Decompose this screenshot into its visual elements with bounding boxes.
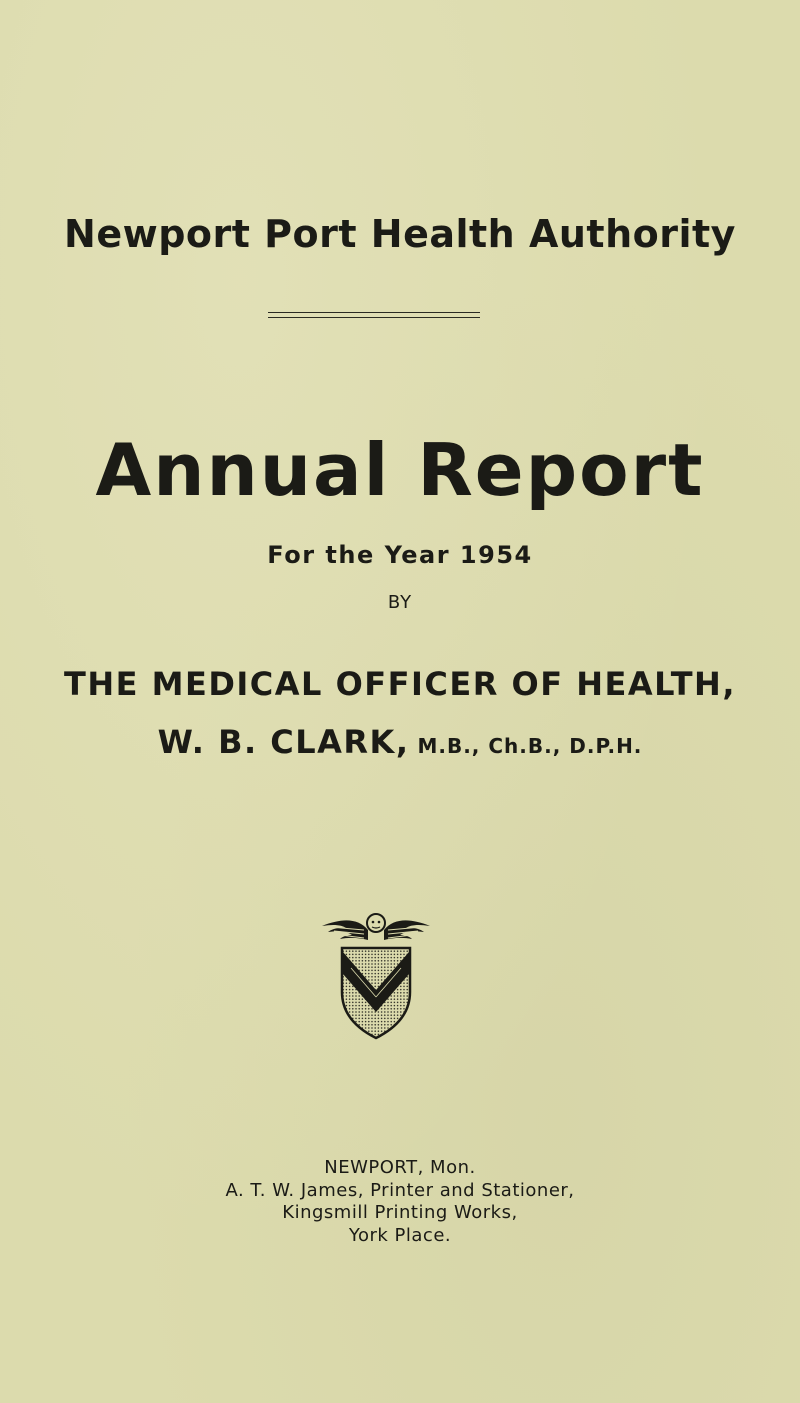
imprint-street: York Place.	[348, 1225, 452, 1246]
by-label: BY	[387, 592, 413, 613]
imprint-printer: A. T. W. James, Printer and Stationer,	[225, 1180, 575, 1201]
imprint-works: Kingsmill Printing Works,	[282, 1202, 518, 1223]
report-title: Annual Report	[95, 428, 705, 512]
officer-name: W. B. CLARK,	[157, 723, 410, 761]
report-year: For the Year 1954	[267, 541, 533, 569]
borough-crest-icon	[316, 908, 436, 1040]
authority-heading: Newport Port Health Authority	[64, 212, 736, 256]
officer-title: THE MEDICAL OFFICER OF HEALTH,	[64, 665, 736, 703]
double-rule-top	[268, 312, 480, 313]
officer-name-line	[0, 723, 800, 761]
officer-degrees: M.B., Ch.B., D.P.H.	[417, 734, 643, 758]
double-rule-bottom	[268, 317, 480, 318]
imprint-place: NEWPORT, Mon.	[324, 1157, 476, 1178]
